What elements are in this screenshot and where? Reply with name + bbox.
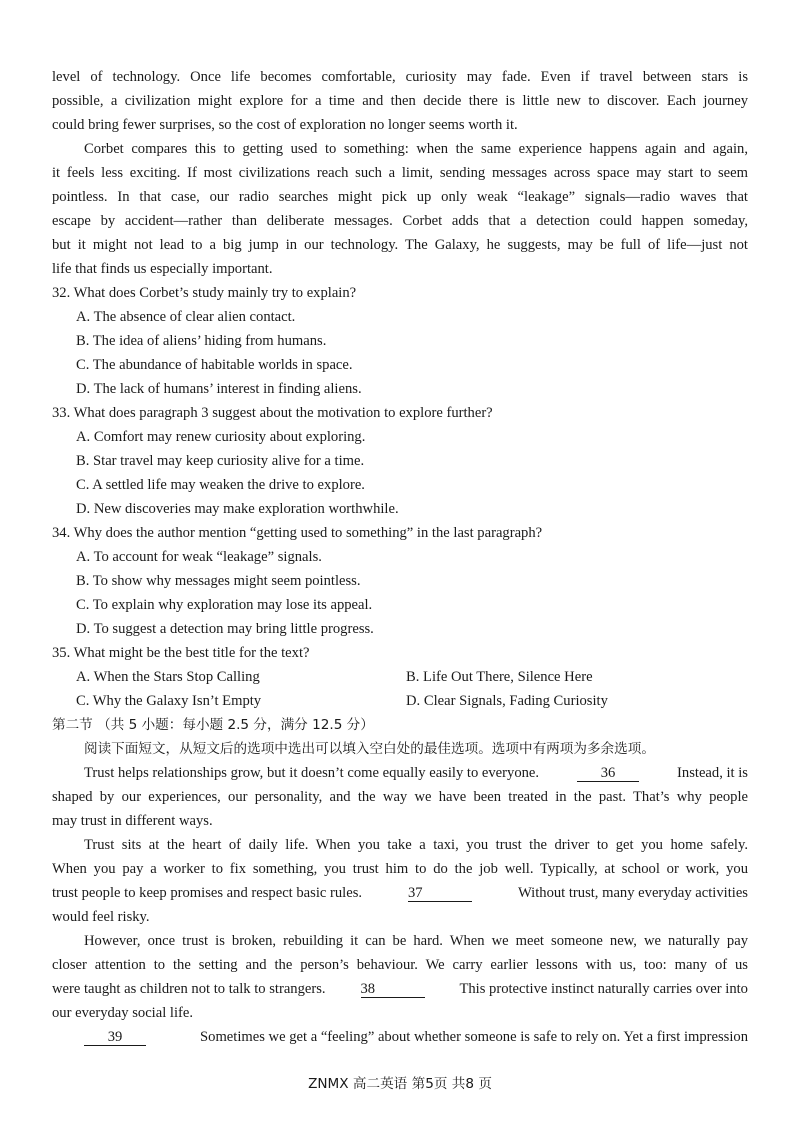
answer-option: B. To show why messages might seem pointless.: [76, 573, 361, 589]
blank-39: 39: [84, 1029, 146, 1046]
answer-option: A. The absence of clear alien contact.: [76, 309, 296, 325]
passage-line: possible, a civilization might explore for a time and then decide there is little new to discover. Each journey: [52, 93, 748, 109]
section-heading: 第二节 （共 5 小题：每小题 2.5 分，满分 12.5 分）: [52, 717, 374, 733]
answer-option: D. Clear Signals, Fading Curiosity: [406, 693, 608, 709]
question-stem: 32. What does Corbet’s study mainly try to explain?: [52, 285, 357, 301]
cloze-text: Without trust, many everyday activities: [517, 885, 748, 901]
answer-option: B. Star travel may keep curiosity alive for a time.: [76, 453, 365, 469]
passage-line: Corbet compares this to getting used to something: when the same experience happens again and again,: [84, 141, 748, 157]
cloze-line: [84, 764, 748, 782]
cloze-text: Instead, it is: [677, 765, 748, 781]
cloze-text: This protective instinct naturally carries over into: [459, 981, 748, 997]
answer-option: C. Why the Galaxy Isn’t Empty: [76, 693, 262, 709]
cloze-line: closer attention to the setting and the person’s behaviour. We carry earlier lessons with us, too: many of us: [52, 957, 748, 973]
cloze-line: [84, 1028, 748, 1046]
cloze-line: When you pay a worker to fix something, you trust him to do the job well. Typically, at school or work, you: [52, 861, 748, 877]
blank-36: 36: [577, 765, 639, 782]
answer-option: D. New discoveries may make exploration worthwhile.: [76, 501, 399, 517]
cloze-line: [52, 884, 748, 902]
cloze-text: Trust helps relationships grow, but it doesn’t come equally easily to everyone.: [84, 765, 540, 781]
section-instruction: 阅读下面短文，从短文后的选项中选出可以填入空白处的最佳选项。选项中有两项为多余选项。: [84, 741, 655, 757]
cloze-text: Sometimes we get a “feeling” about whether someone is safe to rely on. Yet a first impression: [200, 1029, 748, 1045]
cloze-line: our everyday social life.: [52, 1005, 194, 1021]
passage-line: could bring fewer surprises, so the cost of exploration no longer seems worth it.: [52, 117, 518, 133]
page-footer: ZNMX 高二英语 第5页 共8 页: [308, 1076, 492, 1092]
cloze-line: may trust in different ways.: [52, 813, 213, 829]
answer-option: B. Life Out There, Silence Here: [406, 669, 593, 685]
passage-line: it feels less exciting. If most civilizations reach such a limit, sending messages across space may start to seem: [52, 165, 748, 181]
answer-option: A. To account for weak “leakage” signals.: [76, 549, 322, 565]
passage-line: escape by accident—rather than deliberate messages. Corbet adds that a detection could happen someday,: [52, 213, 748, 229]
answer-option: A. Comfort may renew curiosity about exploring.: [76, 429, 366, 445]
cloze-line: [52, 980, 748, 998]
answer-option: D. The lack of humans’ interest in finding aliens.: [76, 381, 362, 397]
cloze-line: Trust sits at the heart of daily life. When you take a taxi, you trust the driver to get you home safely.: [84, 837, 748, 853]
answer-option: A. When the Stars Stop Calling: [76, 669, 260, 685]
question-stem: 35. What might be the best title for the text?: [52, 645, 310, 661]
answer-option: B. The idea of aliens’ hiding from humans.: [76, 333, 327, 349]
blank-38: 38: [361, 981, 425, 998]
passage-line: pointless. In that case, our radio searches might pick up only weak “leakage” signals—radio waves that: [52, 189, 748, 205]
cloze-line: However, once trust is broken, rebuilding it can be hard. When we meet someone new, we naturally pay: [84, 933, 748, 949]
cloze-line: shaped by our experiences, our personality, and the way we have been treated in the past. That’s why people: [52, 789, 748, 805]
blank-37: 37: [408, 885, 472, 902]
answer-option: C. The abundance of habitable worlds in space.: [76, 357, 353, 373]
answer-option: C. A settled life may weaken the drive to explore.: [76, 477, 365, 493]
cloze-text: trust people to keep promises and respect basic rules.: [52, 885, 363, 901]
passage-line: level of technology. Once life becomes comfortable, curiosity may fade. Even if travel between stars is: [52, 69, 748, 85]
question-stem: 33. What does paragraph 3 suggest about the motivation to explore further?: [52, 405, 493, 421]
answer-option: D. To suggest a detection may bring little progress.: [76, 621, 374, 637]
answer-option: C. To explain why exploration may lose its appeal.: [76, 597, 373, 613]
cloze-text: were taught as children not to talk to strangers.: [52, 981, 326, 997]
question-stem: 34. Why does the author mention “getting used to something” in the last paragraph?: [52, 525, 543, 541]
passage-line: but it might not lead to a big jump in our technology. The Galaxy, he suggests, may be full of life—just not: [52, 237, 748, 253]
cloze-line: would feel risky.: [52, 909, 150, 925]
passage-line: life that finds us especially important.: [52, 261, 273, 277]
